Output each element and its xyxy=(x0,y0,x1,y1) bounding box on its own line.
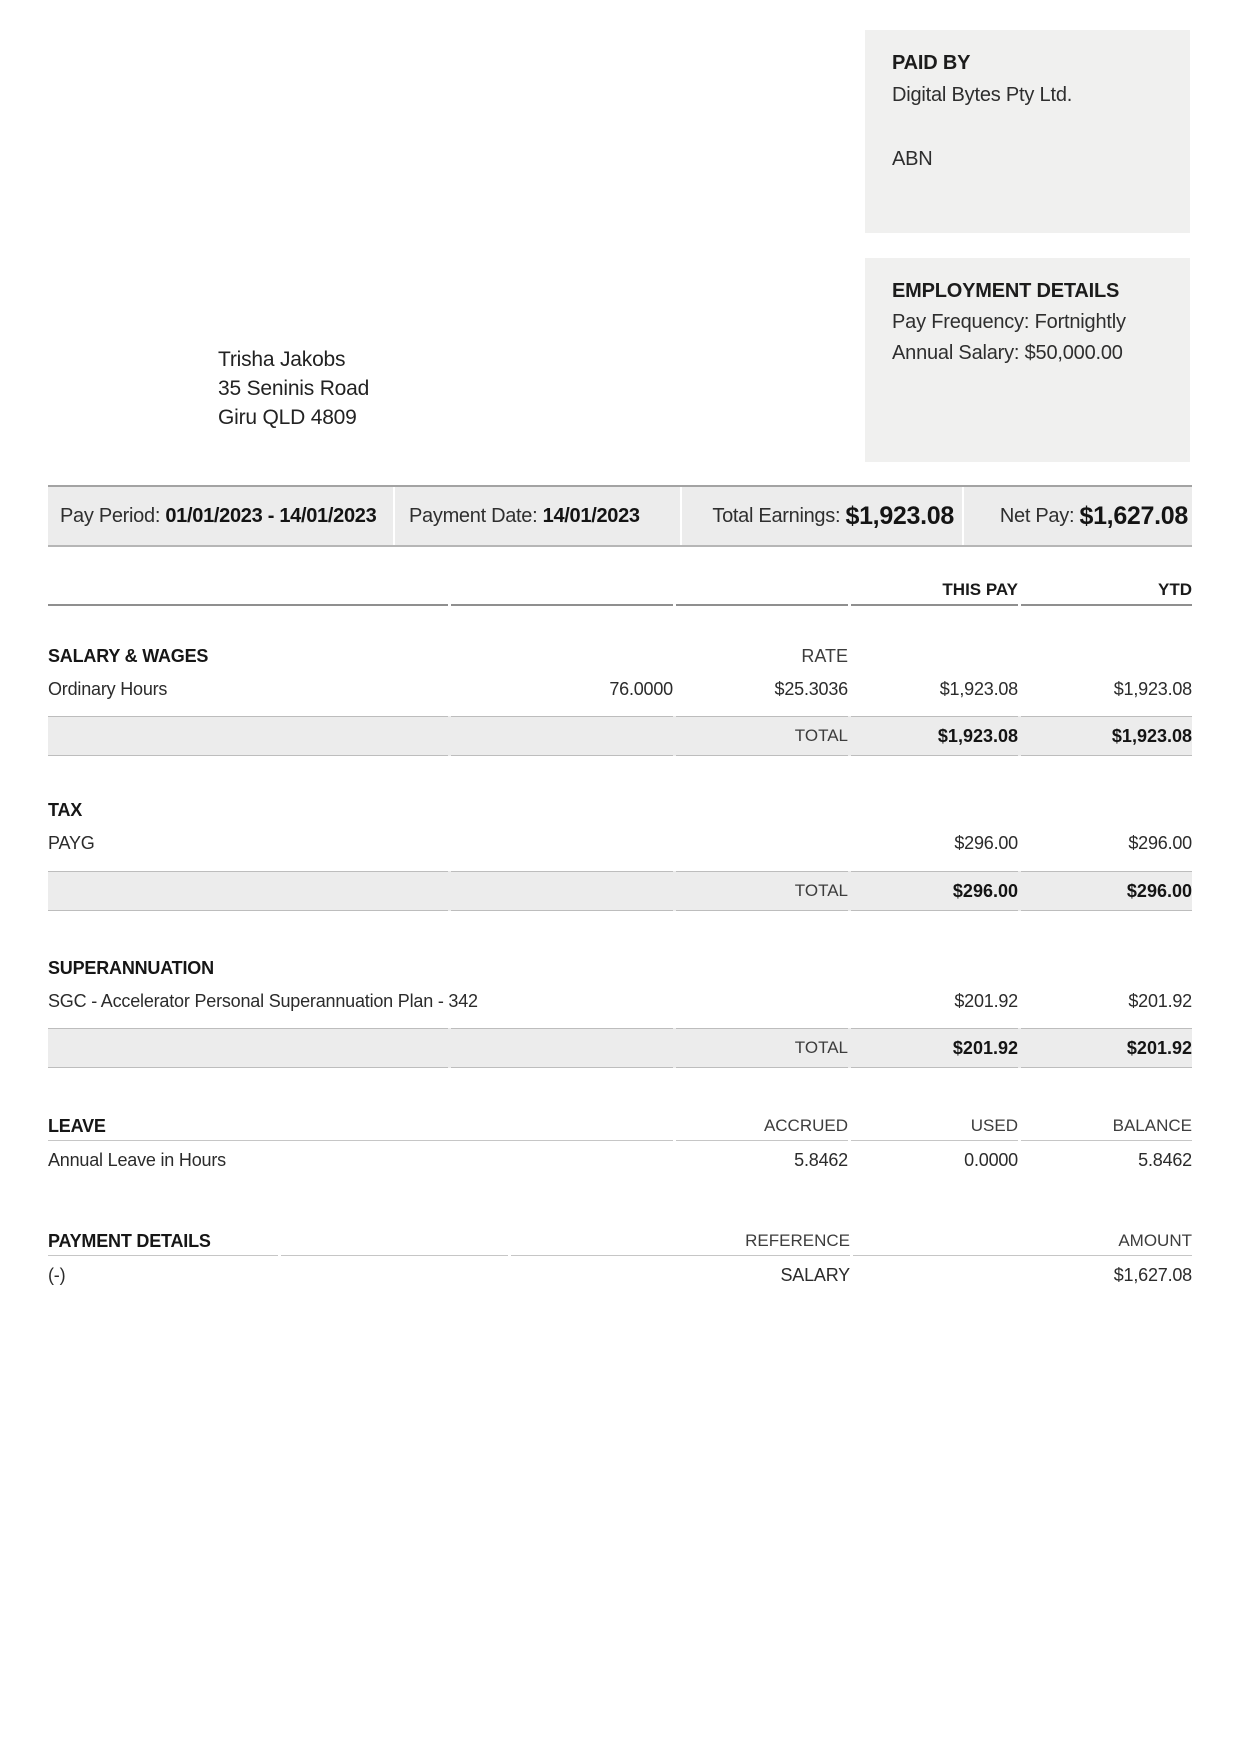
net-pay-value: $1,627.08 xyxy=(1079,501,1188,530)
ytd-column-header: YTD xyxy=(1021,581,1192,606)
super-total-label: TOTAL xyxy=(676,1028,848,1068)
total-earnings-label: Total Earnings: xyxy=(712,504,846,527)
super-total-ytd: $201.92 xyxy=(1021,1028,1192,1068)
salary-total-label: TOTAL xyxy=(676,716,848,756)
table-row xyxy=(48,678,1192,700)
column-header-row xyxy=(48,581,1192,606)
payment-account: (-) xyxy=(48,1265,66,1285)
super-section-header xyxy=(48,958,1192,978)
salary-section-title: SALARY & WAGES xyxy=(48,646,209,666)
tax-section-title: TAX xyxy=(48,800,83,820)
reference-column-header: REFERENCE xyxy=(511,1232,850,1256)
tax-name: PAYG xyxy=(48,833,95,853)
payment-date-label: Payment Date: xyxy=(409,504,543,527)
payslip-content xyxy=(48,485,1192,1286)
super-name: SGC - Accelerator Personal Superannuation Plan - 342 xyxy=(48,991,478,1011)
tax-ytd: $296.00 xyxy=(1128,833,1192,853)
earning-this-pay: $1,923.08 xyxy=(939,679,1018,699)
super-total-this-pay: $201.92 xyxy=(851,1028,1018,1068)
salary-total-ytd: $1,923.08 xyxy=(1021,716,1192,756)
salary-total-row xyxy=(48,716,1192,756)
paid-by-box xyxy=(865,30,1190,233)
employee-address-line1: 35 Seninis Road xyxy=(218,377,370,400)
super-total-row xyxy=(48,1028,1192,1068)
annual-salary: Annual Salary: $50,000.00 xyxy=(892,342,1123,364)
leave-balance: 5.8462 xyxy=(1138,1150,1192,1170)
leave-section-title: LEAVE xyxy=(48,1117,673,1141)
paid-by-abn-label: ABN xyxy=(892,148,933,170)
payment-reference: SALARY xyxy=(780,1265,850,1285)
used-column-header: USED xyxy=(851,1117,1018,1141)
net-pay-label: Net Pay: xyxy=(999,504,1080,527)
leave-used: 0.0000 xyxy=(964,1150,1018,1170)
employment-details-title: EMPLOYMENT DETAILS xyxy=(892,280,1120,302)
leave-section-header xyxy=(48,1117,1192,1141)
payment-date-cell xyxy=(393,487,680,545)
paid-by-company: Digital Bytes Pty Ltd. xyxy=(892,84,1073,106)
tax-this-pay: $296.00 xyxy=(954,833,1018,853)
tax-total-row xyxy=(48,871,1192,911)
payment-section-title: PAYMENT DETAILS xyxy=(48,1232,278,1256)
balance-column-header: BALANCE xyxy=(1021,1117,1192,1141)
employment-details-box xyxy=(865,258,1190,462)
pay-frequency: Pay Frequency: Fortnightly xyxy=(892,311,1126,333)
earning-rate: $25.3036 xyxy=(774,679,848,699)
tax-total-ytd: $296.00 xyxy=(1021,871,1192,911)
super-this-pay: $201.92 xyxy=(954,991,1018,1011)
employee-address xyxy=(218,345,369,432)
salary-total-this-pay: $1,923.08 xyxy=(851,716,1018,756)
table-row xyxy=(48,832,1192,854)
table-row xyxy=(48,990,1192,1012)
paid-by-title: PAID BY xyxy=(892,52,971,74)
net-pay-cell xyxy=(962,487,1192,545)
tax-total-label: TOTAL xyxy=(676,871,848,911)
amount-column-header: AMOUNT xyxy=(853,1232,1192,1256)
pay-period-label: Pay Period: xyxy=(60,504,166,527)
pay-period-value: 01/01/2023 - 14/01/2023 xyxy=(165,504,377,527)
rate-column-header: RATE xyxy=(801,646,848,666)
table-row xyxy=(48,1149,1192,1171)
super-section-title: SUPERANNUATION xyxy=(48,958,214,978)
total-earnings-value: $1,923.08 xyxy=(845,501,954,530)
tax-section-header xyxy=(48,800,1192,820)
accrued-column-header: ACCRUED xyxy=(676,1117,848,1141)
payment-section-header xyxy=(48,1232,1192,1256)
leave-accrued: 5.8462 xyxy=(794,1150,848,1170)
tax-total-this-pay: $296.00 xyxy=(851,871,1018,911)
earning-name: Ordinary Hours xyxy=(48,679,168,699)
total-earnings-cell xyxy=(680,487,962,545)
super-ytd: $201.92 xyxy=(1128,991,1192,1011)
pay-summary-bar xyxy=(48,485,1192,547)
pay-period-cell xyxy=(48,487,393,545)
this-pay-column-header: THIS PAY xyxy=(851,581,1018,606)
payment-amount: $1,627.08 xyxy=(1113,1265,1192,1285)
earning-ytd: $1,923.08 xyxy=(1113,679,1192,699)
leave-name: Annual Leave in Hours xyxy=(48,1150,226,1170)
salary-section-header xyxy=(48,646,1192,666)
employee-address-line2: Giru QLD 4809 xyxy=(218,406,357,429)
earning-qty: 76.0000 xyxy=(609,679,673,699)
payment-date-value: 14/01/2023 xyxy=(542,504,640,527)
employee-name: Trisha Jakobs xyxy=(218,348,346,371)
table-row xyxy=(48,1264,1192,1286)
